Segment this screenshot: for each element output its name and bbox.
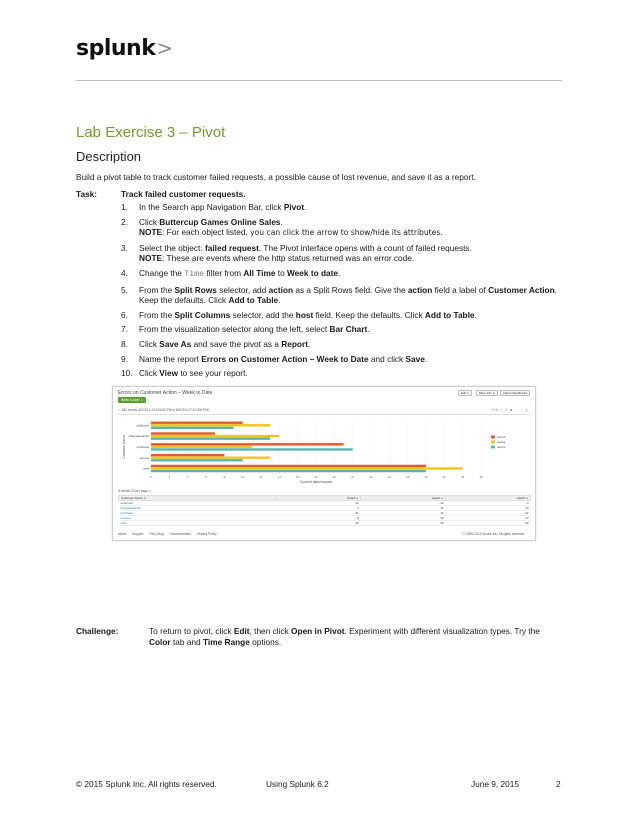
col-customer-action[interactable]: Customer Action ∧ [119,496,276,501]
x-tick-label: 14 [277,475,281,479]
task-title: Track failed customer requests. [121,189,246,199]
footer-link-about[interactable]: About [118,532,127,536]
bar-chart [119,416,531,488]
footer-doc-title: Using Splunk 6.2 [266,779,329,789]
time-range-button[interactable]: Week to date ∨ [118,397,146,403]
legend-label: www2 [497,440,506,444]
footer-copyright: © 2015 Splunk Inc. All rights reserved. [76,779,217,789]
report-screenshot [112,386,536,541]
edit-button[interactable]: Edit ∨ [458,390,472,396]
bar-purchase-www2 [151,446,252,448]
challenge-text: To return to pivot, click Edit, then click Open in Pivot. Experiment with different visualization types. Try the Color tab and Time Range options. [149,626,540,647]
bar-purchase-www1 [151,443,344,445]
x-tick-label: 26 [387,475,391,479]
report-title: Errors on Customer Action – Week to Date [118,390,213,396]
table-row: remove 8 13 10 [120,516,529,520]
bar-remove-www3 [151,459,243,461]
x-tick-label: 20 [332,475,336,479]
header-rule [76,80,562,81]
bar-addtocart-www1 [151,422,243,424]
x-tick-label: 12 [259,475,263,479]
step-4: 4. Change the Time filter from All Time to Week to date. [121,267,341,279]
table-row: purchase 21 11 22 [120,511,529,515]
legend-swatch [491,436,495,439]
bar-changequantity-www3 [151,437,270,439]
footer-link-file-bug[interactable]: File a Bug [149,532,164,536]
table-row: view 30 34 30 [120,521,529,525]
bar-changequantity-www1 [151,432,215,434]
x-tick-label: 18 [314,475,318,479]
step-1: 1. In the Search app Navigation Bar, click Pivot. [121,202,307,212]
legend-label: www3 [497,445,506,449]
y-tick-label: view [142,466,149,471]
screenshot-divider [117,414,531,415]
task-steps [121,202,561,383]
bar-addtocart-www3 [151,427,234,429]
results-count: 5 results 20 per page ∨ [118,489,152,493]
x-axis-label: Count of failed request [299,480,333,484]
x-tick-label: 6 [205,475,207,479]
task-label: Task: [76,189,98,199]
y-tick-label: remove [138,455,149,460]
step-3: 3. Select the object: failed request. The Pivot interface opens with a count of failed requests. NOTE: These are events where the http status returned was an error code. [121,242,472,264]
job-toolbar[interactable]: Job ∨ ‖ ■ → ⤓ ⎙ [490,408,529,412]
x-tick-label: 4 [186,475,189,479]
lab-title: Lab Exercise 3 – Pivot [76,124,226,141]
table-row: changequantity 7 14 13 [120,506,529,510]
step-5: 5. From the Split Rows selector, add action as a Split Rows field. Give the action field a label of Customer Action. Keep the defaults. Click Add to Table. [121,284,557,306]
add-to-dashboard-button[interactable]: Add to Dashboard [500,390,530,396]
page-number: 2 [556,779,561,789]
x-tick-label: 0 [150,475,152,479]
y-tick-label: addtocart [136,423,149,428]
challenge-label: Challenge: [76,626,119,636]
col-www1[interactable]: www1 ∧ [276,496,361,501]
events-info: ✓ 482 events (6/7/15 1:12:00.000 PM to 6/9/15 5:07:11.000 PM) [118,408,209,412]
step-6: 6. From the Split Columns selector, add the host field. Keep the defaults. Click Add to Table. [121,309,477,320]
more-info-button[interactable]: More Info ∨ [476,390,498,396]
step-9: 9. Name the report Errors on Customer Action – Week to Date and click Save. [121,353,428,364]
x-tick-label: 2 [168,475,171,479]
y-axis-label: Customer Action [122,435,126,459]
bar-remove-www1 [151,454,224,456]
bar-view-www1 [151,465,426,467]
x-tick-label: 36 [479,475,483,479]
x-tick-label: 28 [406,475,410,479]
x-tick-label: 34 [461,475,465,479]
y-tick-label: changequantity [128,434,149,439]
x-tick-label: 32 [442,475,446,479]
results-table [118,495,531,526]
y-tick-label: purchase [136,445,149,449]
legend-swatch [491,441,495,444]
bar-addtocart-www2 [151,424,270,426]
legend-swatch [491,446,495,449]
x-tick-label: 10 [241,475,245,479]
step-10: 10. Click View to see your report. [121,368,248,379]
x-tick-label: 30 [424,475,428,479]
bar-remove-www2 [151,457,270,459]
bar-changequantity-www2 [151,435,279,437]
x-tick-label: 16 [296,475,300,479]
logo-chevron: > [156,36,173,60]
step-7: 7. From the visualization selector along the left, select Bar Chart. [121,324,370,335]
x-tick-label: 24 [369,475,373,479]
bar-purchase-www3 [151,448,353,450]
bar-view-www3 [151,470,426,472]
legend-label: www1 [497,435,506,439]
x-tick-label: 8 [223,475,226,479]
screenshot-footer [118,532,530,536]
footer-date: June 9, 2015 [471,779,519,789]
step-2: 2. Click Buttercup Games Online Sales. NOTE: For each object listed, you can click the arrow to show/hide its attributes. [121,216,443,238]
step-8: 8. Click Save As and save the pivot as a Report. [121,338,311,349]
screenshot-copyright: © 2005-2014 Splunk Inc. All rights reserved. [462,532,525,536]
x-tick-label: 22 [351,475,355,479]
footer-link-support[interactable]: Support [132,532,144,536]
footer-link-privacy[interactable]: Privacy Policy [196,532,217,536]
splunk-logo: splunk> [76,36,173,61]
table-row: addtocart 10 13 9 [120,501,529,505]
description-heading: Description [76,149,142,164]
footer-link-documentation[interactable]: Documentation [169,532,191,536]
col-www2[interactable]: www2 ∧ [361,496,446,501]
bar-view-www2 [151,467,463,469]
description-text: Build a pivot table to track customer failed requests, a possible cause of lost revenue, and save it as a report. [76,172,476,182]
col-www3[interactable]: www3 ∧ [446,496,531,501]
